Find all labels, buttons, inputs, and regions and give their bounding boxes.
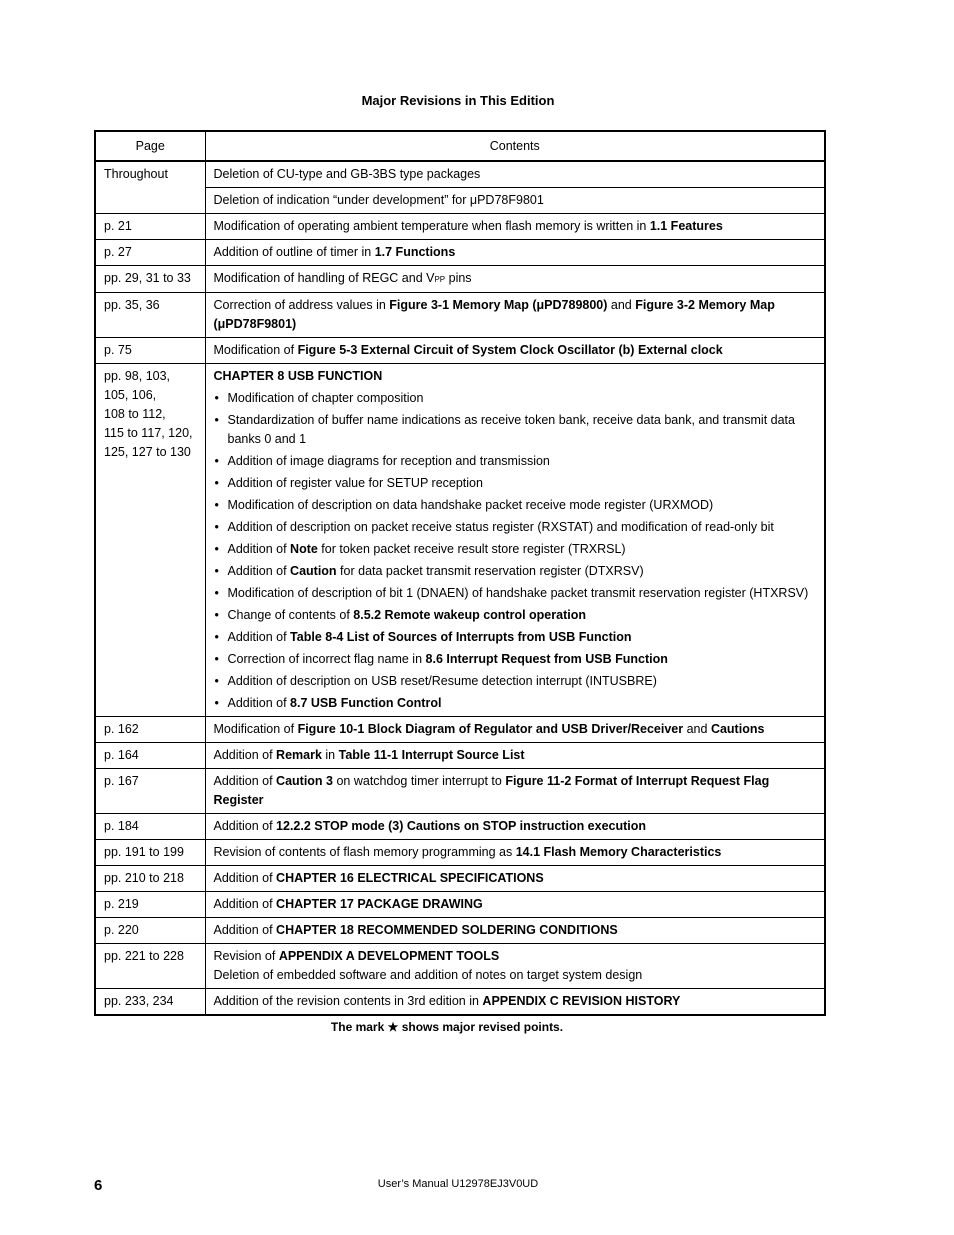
table-row <box>95 989 825 1016</box>
bold-reference: 8.6 Interrupt Request from USB Function <box>425 652 668 666</box>
page-cell: p. 75 <box>95 338 205 364</box>
text-segment: Addition of <box>213 871 277 885</box>
page-cell: pp. 221 to 228 <box>95 944 205 989</box>
text-segment: Addition of <box>227 564 291 578</box>
page-cell: pp. 210 to 218 <box>95 866 205 892</box>
column-header-contents: Contents <box>205 131 825 161</box>
text-segment: Addition of description on USB reset/Resume detection interrupt (INTUSBRE) <box>227 674 657 688</box>
page-number: 6 <box>94 1177 103 1194</box>
page-cell: p. 184 <box>95 814 205 840</box>
contents-cell <box>205 814 825 840</box>
contents-cell <box>205 364 825 717</box>
page-cell: p. 164 <box>95 743 205 769</box>
contents-cell <box>205 214 825 240</box>
text-segment: Modification of handling of REGC and V <box>213 271 435 285</box>
list-item <box>214 650 817 669</box>
text-segment: Modification of chapter composition <box>227 391 424 405</box>
text-segment: Correction of address values in <box>213 298 390 312</box>
contents-cell <box>205 293 825 338</box>
bold-reference: Cautions <box>710 722 765 736</box>
text-segment: Revision of contents of flash memory programming as <box>213 845 516 859</box>
footer-manual-id: User’s Manual U12978EJ3V0UD <box>377 1178 539 1190</box>
contents-cell <box>205 188 825 214</box>
text-segment: Modification of description on data handshake packet receive mode register (URXMOD) <box>227 498 714 512</box>
bold-reference: Figure 3-1 Memory Map (μPD789800) <box>389 298 608 312</box>
bold-reference: 1.1 Features <box>649 219 723 233</box>
contents-cell <box>205 266 825 293</box>
table-row <box>95 240 825 266</box>
text-segment: Deletion of indication “under development” for μPD78F9801 <box>213 193 544 207</box>
list-item <box>214 411 817 449</box>
text-segment: on watchdog timer interrupt to <box>333 774 506 788</box>
text-segment: Addition of <box>213 774 277 788</box>
page-cell: pp. 29, 31 to 33 <box>95 266 205 293</box>
text-segment: Addition of <box>213 819 277 833</box>
list-item <box>214 584 817 603</box>
text-segment: Addition of outline of timer in <box>213 245 375 259</box>
text-segment: Addition of the revision contents in 3rd edition in <box>213 994 483 1008</box>
table-row <box>95 293 825 338</box>
text-segment: pins <box>445 271 472 285</box>
text-segment: for token packet receive result store register (TRXRSL) <box>317 542 626 556</box>
list-item <box>214 518 817 537</box>
table-row <box>95 161 825 188</box>
list-item <box>214 628 817 647</box>
bold-reference: 8.5.2 Remote wakeup control operation <box>353 608 586 622</box>
text-segment: Modification of description of bit 1 (DNAEN) of handshake packet transmit reservation register (HTXRSV) <box>227 586 809 600</box>
bold-reference: Table 8-4 List of Sources of Interrupts from USB Function <box>290 630 632 644</box>
page-cell: p. 220 <box>95 918 205 944</box>
table-row <box>95 717 825 743</box>
page-cell: p. 21 <box>95 214 205 240</box>
text-segment: Revision of <box>213 949 279 963</box>
text-segment: and <box>607 298 636 312</box>
page-cell: p. 27 <box>95 240 205 266</box>
contents-cell <box>205 840 825 866</box>
list-item <box>214 496 817 515</box>
text-segment: Correction of incorrect flag name in <box>227 652 426 666</box>
text-segment: Addition of register value for SETUP reception <box>227 476 483 490</box>
text-segment: PP <box>434 275 446 284</box>
bold-reference: Figure 10-1 Block Diagram of Regulator and USB Driver/Receiver <box>297 722 684 736</box>
table-row <box>95 266 825 293</box>
column-header-page: Page <box>95 131 205 161</box>
text-segment: Modification of operating ambient temperature when flash memory is written in <box>213 219 650 233</box>
text-segment: Addition of image diagrams for reception and transmission <box>227 454 550 468</box>
chapter-heading: CHAPTER 8 USB FUNCTION <box>213 369 383 383</box>
page-cell: pp. 98, 103, 105, 106, 108 to 112, 115 to 117, 120, 125, 127 to 130 <box>95 364 205 717</box>
table-header-row <box>95 131 825 161</box>
bold-reference: CHAPTER 18 RECOMMENDED SOLDERING CONDITIONS <box>276 923 618 937</box>
text-segment: Change of contents of <box>227 608 354 622</box>
contents-cell <box>205 743 825 769</box>
list-item <box>214 540 817 559</box>
contents-cell <box>205 866 825 892</box>
bold-reference: 1.7 Functions <box>374 245 456 259</box>
bold-reference: APPENDIX A DEVELOPMENT TOOLS <box>278 949 500 963</box>
contents-cell <box>205 338 825 364</box>
text-segment: Addition of <box>227 542 291 556</box>
text-segment: Deletion of CU-type and GB-3BS type packages <box>213 167 481 181</box>
contents-cell <box>205 240 825 266</box>
text-segment: Addition of <box>227 630 291 644</box>
page-cell: pp. 191 to 199 <box>95 840 205 866</box>
table-row <box>95 364 825 717</box>
page-cell: p. 219 <box>95 892 205 918</box>
text-segment: in <box>321 748 339 762</box>
text-segment: Addition of <box>213 748 277 762</box>
contents-cell <box>205 944 825 989</box>
table-row <box>95 866 825 892</box>
list-item <box>214 452 817 471</box>
page-cell: Throughout <box>95 161 205 214</box>
bold-reference: Figure 11-2 Format of Interrupt Request Flag Register <box>213 774 770 807</box>
contents-cell <box>205 918 825 944</box>
table-row <box>95 188 825 214</box>
bold-reference: Note <box>290 542 318 556</box>
table-row <box>95 840 825 866</box>
text-segment: and <box>683 722 711 736</box>
table-row <box>95 918 825 944</box>
list-item <box>214 562 817 581</box>
contents-cell <box>205 989 825 1016</box>
bold-reference: Figure 5-3 External Circuit of System Clock Oscillator (b) External clock <box>297 343 723 357</box>
text-segment: Modification of <box>213 343 298 357</box>
bold-reference: Figure 3-2 Memory Map (μPD78F9801) <box>213 298 775 331</box>
page-cell: p. 162 <box>95 717 205 743</box>
table-row <box>95 214 825 240</box>
list-item <box>214 474 817 493</box>
table-row <box>95 944 825 989</box>
page-cell: p. 167 <box>95 769 205 814</box>
bold-reference: CHAPTER 17 PACKAGE DRAWING <box>276 897 483 911</box>
text-segment: Modification of <box>213 722 298 736</box>
text-segment: Addition of description on packet receive status register (RXSTAT) and modification of read-only bit <box>227 520 774 534</box>
contents-cell <box>205 161 825 188</box>
text-segment: Addition of <box>227 696 291 710</box>
text-segment: for data packet transmit reservation register (DTXRSV) <box>336 564 644 578</box>
table-row <box>95 892 825 918</box>
table-row <box>95 769 825 814</box>
bold-reference: APPENDIX C REVISION HISTORY <box>482 994 681 1008</box>
list-item <box>214 389 817 408</box>
text-segment: Deletion of embedded software and addition of notes on target system design <box>213 968 643 982</box>
bold-reference: Table 11-1 Interrupt Source List <box>338 748 525 762</box>
bold-reference: CHAPTER 16 ELECTRICAL SPECIFICATIONS <box>276 871 544 885</box>
text-segment: Standardization of buffer name indications as receive token bank, receive data bank, and transmit data banks 0 and 1 <box>227 413 795 446</box>
bullet-list <box>214 389 817 713</box>
page-title: Major Revisions in This Edition <box>361 93 555 108</box>
contents-cell <box>205 769 825 814</box>
list-item <box>214 672 817 691</box>
table-row <box>95 743 825 769</box>
table-row <box>95 338 825 364</box>
bold-reference: Caution 3 <box>276 774 333 788</box>
contents-cell <box>205 717 825 743</box>
footnote: The mark ★ shows major revised points. <box>330 1020 564 1034</box>
list-item <box>214 694 817 713</box>
page-cell: pp. 35, 36 <box>95 293 205 338</box>
text-segment: Addition of <box>213 923 277 937</box>
revisions-table <box>94 130 826 1016</box>
bold-reference: Remark <box>276 748 322 762</box>
contents-cell <box>205 892 825 918</box>
bold-reference: 12.2.2 STOP mode (3) Cautions on STOP instruction execution <box>276 819 647 833</box>
bold-reference: 14.1 Flash Memory Characteristics <box>515 845 722 859</box>
bold-reference: 8.7 USB Function Control <box>290 696 442 710</box>
list-item <box>214 606 817 625</box>
text-segment: Addition of <box>213 897 277 911</box>
bold-reference: Caution <box>290 564 337 578</box>
table-row <box>95 814 825 840</box>
page-cell: pp. 233, 234 <box>95 989 205 1016</box>
